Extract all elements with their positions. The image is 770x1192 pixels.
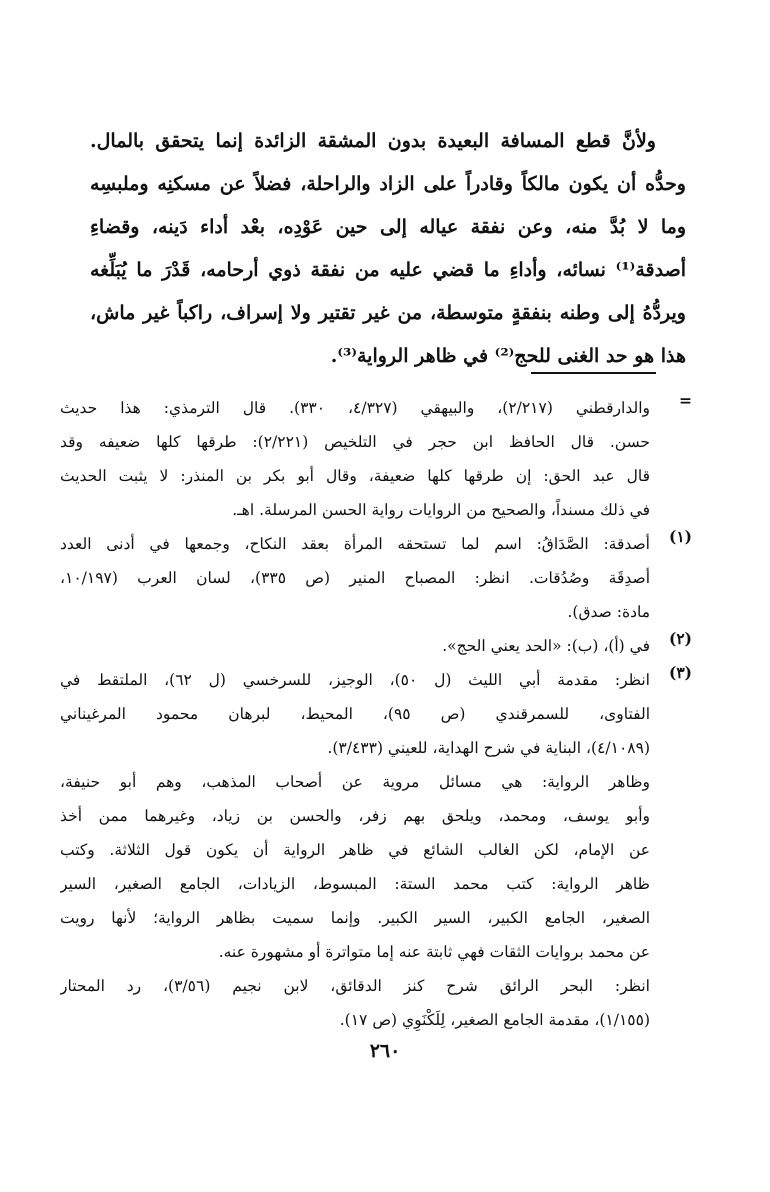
main-text-line: وما لا بُدَّ منه، وعن نفقة عياله إلى حين عَوْدِه، بعْد أداء دَينه، وقضاءِ bbox=[90, 216, 686, 238]
footnote-line: (١/١٥٥)، مقدمة الجامع الصغير، لِلَكْنَوِي (ص ١٧). bbox=[339, 1011, 650, 1029]
footnote-line: وأبو يوسف، ومحمد، ويلحق بهم زفر، والحسن بن زياد، وغيرهما ممن أخذ bbox=[60, 807, 650, 825]
footnote-line: انظر: البحر الرائق شرح كنز الدقائق، لابن نجيم (٣/٥٦)، رد المحتار bbox=[60, 977, 650, 995]
footnote-line: وظاهر الرواية: هي مسائل مروية عن أصحاب المذهب، وهم أبو حنيفة، bbox=[60, 773, 650, 791]
footnote-2 bbox=[60, 629, 692, 663]
footnote-1 bbox=[60, 527, 692, 629]
footnote-line: في (أ)، (ب): «الحد يعني الحج». bbox=[442, 637, 650, 655]
footnote-line: الفتاوى، للسمرقندي (ص ٩٥)، المحيط، لبرهان محمود المرغيناني bbox=[60, 705, 650, 723]
footnote-line: والدارقطني (٢/٢١٧)، والبيهقي (٤/٣٢٧، ٣٣٠). قال الترمذي: هذا حديث bbox=[60, 399, 650, 417]
footnote-number: (١) bbox=[668, 527, 692, 546]
footnote-line: أصدِقَة وصُدُقات. انظر: المصباح المنير (ص ٣٣٥)، لسان العرب (١٠/١٩٧، bbox=[60, 569, 650, 587]
footnote-line: حسن. قال الحافظ ابن حجر في التلخيص (٢/٢٢١): طرقها كلها ضعيفه وقد bbox=[60, 433, 650, 451]
footnote-line: (٤/١٠٨٩)، البناية في شرح الهداية، للعيني (٣/٤٣٣). bbox=[327, 739, 650, 757]
main-text bbox=[90, 120, 686, 378]
footnote-number: (٢) bbox=[668, 629, 692, 648]
footnote-line: عن الإمام، لكن الغالب الشائع في ظاهر الرواية أن يكون قول الثلاثة. وكتب bbox=[60, 841, 650, 859]
footnote-number: (٣) bbox=[668, 663, 692, 682]
main-text-line: أصدقة⁽¹⁾ نسائه، وأداءِ ما قضي عليه من نفقة ذوي أرحامه، قَدْرَ ما يُبَلِّغه bbox=[90, 259, 686, 281]
footnote-line: مادة: صدق). bbox=[567, 603, 650, 621]
footnote-line: في ذلك مسنداً، والصحيح من الروايات رواية الحسن المرسلة. اهـ. bbox=[232, 501, 650, 519]
footnote-line: عن محمد بروايات الثقات فهي ثابتة عنه إما متواترة أو مشهورة عنه. bbox=[218, 943, 650, 961]
footnote-line: انظر: مقدمة أبي الليث (ل ٥٠)، الوجيز، للسرخسي (ل ٦٢)، الملتقط في bbox=[60, 671, 650, 689]
footnote-line: قال عبد الحق: إن طرقها كلها ضعيفة، وقال أبو بكر بن المنذر: لا يثبت الحديث bbox=[60, 467, 650, 485]
main-text-line: وحدُّه أن يكون مالكاً وقادراً على الزاد والراحلة، فضلاً عن مسكنِه وملبسِه bbox=[90, 173, 686, 195]
footnote-continued bbox=[60, 391, 692, 527]
footnote-3 bbox=[60, 663, 692, 1037]
main-text-line: ولأنَّ قطع المسافة البعيدة بدون المشقة الزائدة إنما يتحقق بالمال. bbox=[90, 130, 656, 152]
main-text-line: هذا هو حد الغنى للحج⁽²⁾ في ظاهر الرواية⁽³⁾. bbox=[330, 345, 686, 367]
footnotes bbox=[60, 391, 692, 1037]
page-number: ٢٦٠ bbox=[369, 1040, 401, 1062]
footnote-separator bbox=[531, 372, 656, 374]
main-text-line: ويردُّهُ إلى وطنه بنفقةٍ متوسطة، من غير تقتير ولا إسراف، راكباً غير ماش، bbox=[90, 302, 686, 324]
continuation-marker: = bbox=[679, 391, 692, 410]
footnote-line: الصغير، الجامع الكبير، السير الكبير. وإنما سميت بظاهر الرواية؛ لأنها رويت bbox=[60, 909, 650, 927]
footnote-line: أصدقة: الصَّدَاقُ: اسم لما تستحقه المرأة بعقد النكاح، وجمعها في أدنى العدد bbox=[60, 535, 650, 553]
footnote-line: ظاهر الرواية: كتب محمد الستة: المبسوط، الزيادات، الجامع الصغير، السير bbox=[60, 875, 650, 893]
